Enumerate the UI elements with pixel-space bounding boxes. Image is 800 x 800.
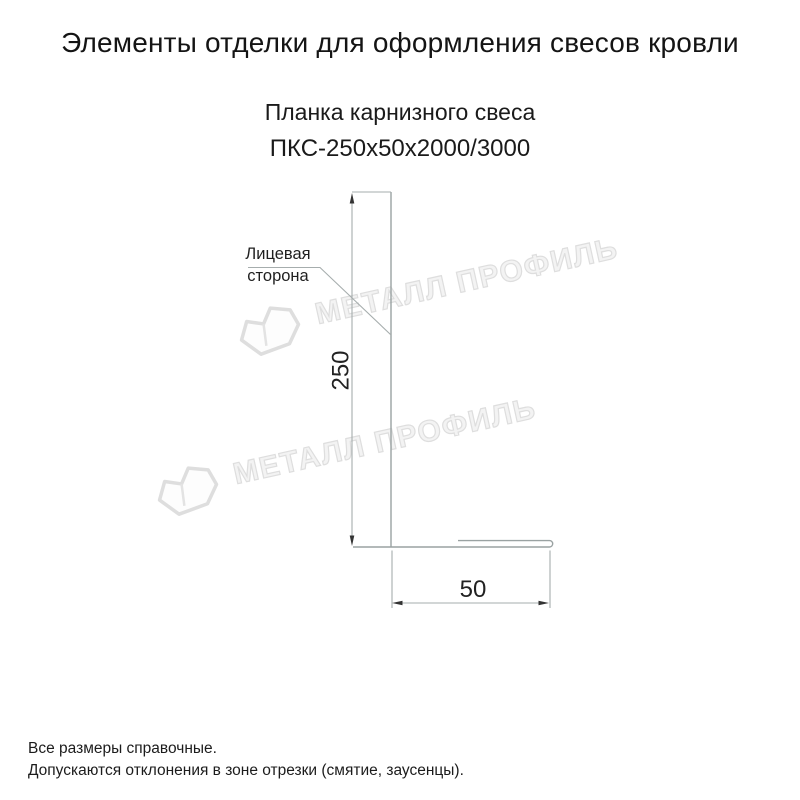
metall-profil-logo-icon: [226, 291, 310, 362]
watermark-text: МЕТАЛЛ ПРОФИЛЬ: [230, 391, 540, 492]
face-side-label-line2: сторона: [247, 267, 309, 285]
watermark-upper: [226, 221, 624, 361]
metall-profil-logo-icon: [144, 451, 228, 522]
height-dimension-label: 250: [327, 350, 354, 391]
watermark-text: МЕТАЛЛ ПРОФИЛЬ: [312, 231, 622, 332]
face-side-label-line1: Лицевая: [245, 245, 311, 263]
footer-note-line2: Допускаются отклонения в зоне отрезки (смятие, заусенцы).: [28, 761, 464, 779]
profile-outline: [353, 192, 553, 547]
footer-notes: [28, 738, 464, 781]
footer-note-line1: Все размеры справочные.: [28, 740, 217, 757]
page-title: Элементы отделки для оформления свесов кровли: [61, 27, 739, 58]
page-subtitle: Планка карнизного свеса: [264, 99, 536, 125]
face-side-label: [240, 245, 316, 286]
width-dimension-label: 50: [459, 576, 487, 603]
product-code: ПКС-250х50х2000/3000: [269, 135, 531, 162]
dimension-arrows: [350, 193, 549, 605]
